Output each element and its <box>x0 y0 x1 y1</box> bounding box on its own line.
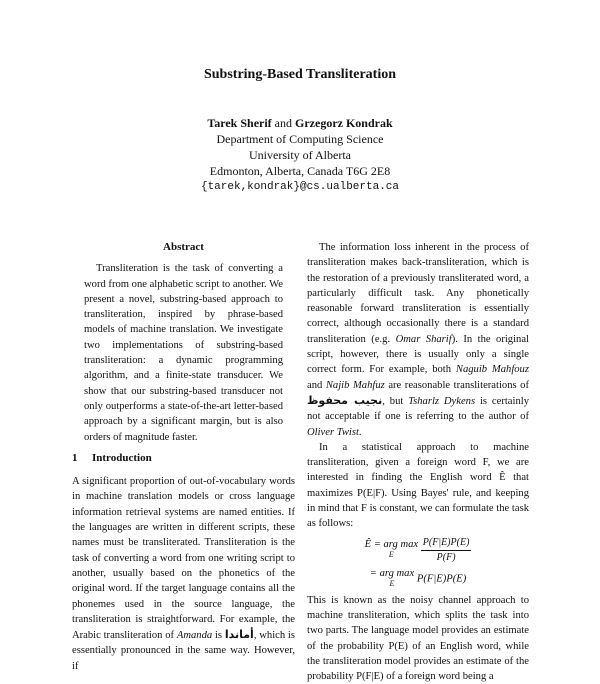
section-heading-introduction <box>72 451 295 466</box>
najib-term: Najib Mahfuz <box>325 379 385 391</box>
author-email: {tarek,kondrak}@cs.ualberta.ca <box>200 181 400 193</box>
section-title: Introduction <box>92 451 152 464</box>
amanda-term: Amanda <box>176 630 213 642</box>
paper-title: Substring-Based Transliteration <box>203 67 396 82</box>
arabic-name: نجيب محفوظ <box>307 393 383 407</box>
right-paragraph-1: The information loss inherent in the process of transliteration makes back-transliteration, which is the restoration of a previously transliterated word, a particularly difficult task. Any phonetically reasonable forward transliteration is essentially correct, although occasionally there is a standard transliteration (e.g. Omar Sharif). In the original script, however, there is usually only a single correct form. For example, both Naguib Mahfouz and Najib Mahfuz are reasonable transliterations of نجيب محفوظ, but Tsharlz Dykens is certainly not acceptable if one is referring to the author of Oliver Twist. <box>307 242 529 438</box>
oliver-term: Oliver Twist <box>307 426 359 438</box>
author-block <box>0 115 600 195</box>
equation-fraction: $\frac{P(F|E)P(E)}{P(F)}$ <box>422 536 470 563</box>
tsharlz-term: Tsharlz Dykens <box>408 395 476 407</box>
author-1: Tarek Sherif <box>207 116 272 130</box>
abstract-heading: Abstract <box>163 241 204 253</box>
intro-paragraph: A significant proportion of out-of-vocabulary words in machine translation models or cross language information retrieval systems are named entities. If the languages are written in different scripts, these names must be transliterated. Transliteration is the task of converting a word from one writing script to another, usually based on the phonetics of the original word. If the target language contains all the phonemes used in the source language, the transliteration is straightforward. For example, the Arabic transliteration of Amanda is أماندا, which is essentially pronounced in the same way. However, if <box>72 476 295 672</box>
section-number: 1 <box>72 451 78 464</box>
naguib-term: Naguib Mahfouz <box>455 364 529 376</box>
abstract-text: Transliteration is the task of converting a word from one alphabetic script to another. We present a novel, substring-based approach to transliteration, inspired by phrase-based models of machine translation. We investigate two implementations of substring-based transliteration: a dynamic programming algorithm, and a finite-state transducer. We show that our substring-based transducer not only outperforms a state-of-the-art letter-based approach by a significant margin, but is also orders of magnitude faster. <box>84 263 283 443</box>
right-paragraph-2: In a statistical approach to machine transliteration, given a foreign word F, we are interested in finding the English word Ê that maximizes P(E|F). Using Bayes' rule, and keeping in mind that F is constant, we can formulate the task as follows: <box>307 441 529 530</box>
arabic-amanda: أماندا <box>224 628 254 642</box>
equation-2: = arg max E P(F|E)P(E) <box>369 567 467 588</box>
right-column <box>307 240 529 684</box>
right-paragraph-3: This is known as the noisy channel approach to machine transliteration, which splits the task into two parts. The language model provides an estimate of the probability P(E) of an English word, while the transliteration model provides an estimate of the probability P(F|E) of a foreign word being a <box>307 594 529 683</box>
left-column <box>72 240 295 674</box>
affiliation-line-1: Department of Computing Science <box>216 132 384 146</box>
omar-term: Omar Sharif <box>395 333 452 345</box>
affiliation-line-3: Edmonton, Alberta, Canada T6G 2E8 <box>209 164 391 178</box>
author-names <box>0 115 600 131</box>
author-and: and <box>274 116 292 130</box>
affiliation-line-2: University of Alberta <box>249 148 351 162</box>
equation-1: Ê = arg max E $\frac{P(F|E)P(E)}{P(F)}$ <box>364 536 470 563</box>
author-2: Grzegorz Kondrak <box>295 116 393 130</box>
